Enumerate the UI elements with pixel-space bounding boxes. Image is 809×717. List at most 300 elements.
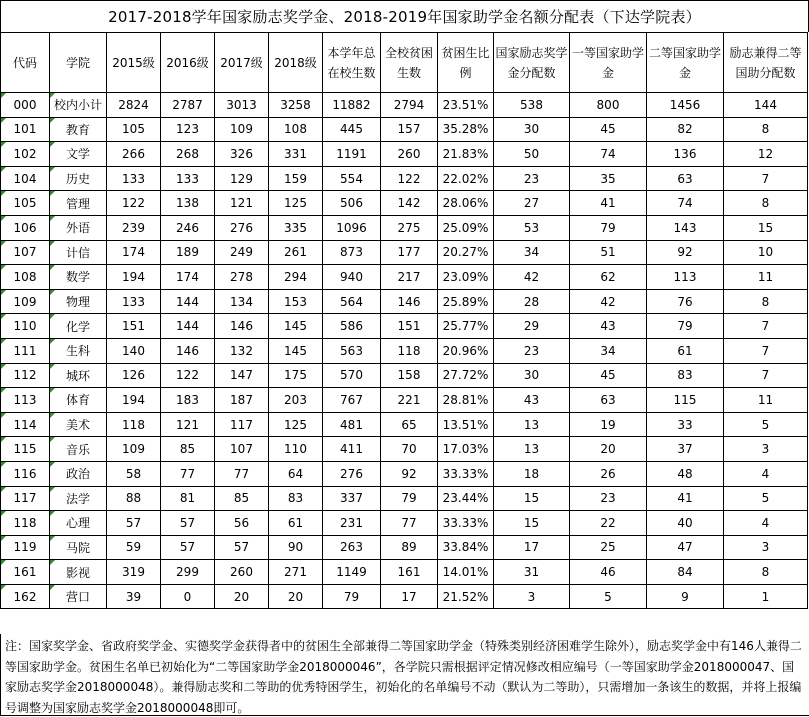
table-cell: 21.83%: [438, 142, 494, 167]
table-cell: 26: [570, 461, 647, 486]
table-cell: 64: [269, 461, 323, 486]
table-row: [1, 388, 808, 413]
table-cell: 8: [724, 289, 808, 314]
table-cell: 800: [570, 93, 647, 118]
table-cell: 767: [323, 388, 381, 413]
table-cell: 84: [647, 560, 724, 585]
table-cell: 13.51%: [438, 412, 494, 437]
table-row: [1, 584, 808, 609]
table-row: [1, 486, 808, 511]
table-cell: 50: [494, 142, 570, 167]
table-cell: 42: [494, 265, 570, 290]
table-cell: 82: [647, 117, 724, 142]
table-cell: 249: [215, 240, 269, 265]
table-cell: 57: [107, 511, 161, 536]
table-cell: 8: [724, 117, 808, 142]
table-cell: 46: [570, 560, 647, 585]
table-cell: 48: [647, 461, 724, 486]
table-cell: 77: [381, 511, 438, 536]
table-cell: 40: [647, 511, 724, 536]
table-cell: 历史: [50, 166, 107, 191]
table-cell: 143: [647, 215, 724, 240]
table-row: [1, 289, 808, 314]
table-cell: 92: [647, 240, 724, 265]
column-header: 2015级: [107, 33, 161, 93]
table-cell: 1096: [323, 215, 381, 240]
header-row: [1, 33, 808, 93]
table-cell: 136: [647, 142, 724, 167]
table-cell: 335: [269, 215, 323, 240]
table-cell: 76: [647, 289, 724, 314]
table-cell: 157: [381, 117, 438, 142]
table-cell: 104: [1, 166, 50, 191]
table-cell: 8: [724, 191, 808, 216]
table-cell: 481: [323, 412, 381, 437]
table-cell: 147: [215, 363, 269, 388]
table-cell: 115: [1, 437, 50, 462]
table-cell: 20.27%: [438, 240, 494, 265]
column-header: 代码: [1, 33, 50, 93]
table-cell: 3: [494, 584, 570, 609]
table-cell: 275: [381, 215, 438, 240]
table-cell: 331: [269, 142, 323, 167]
table-cell: 20: [215, 584, 269, 609]
table-cell: 142: [381, 191, 438, 216]
table-cell: 23: [494, 338, 570, 363]
table-cell: 79: [570, 215, 647, 240]
table-cell: 151: [381, 314, 438, 339]
table-cell: 102: [1, 142, 50, 167]
table-cell: 144: [161, 289, 215, 314]
table-cell: 23: [494, 166, 570, 191]
table-cell: 23.44%: [438, 486, 494, 511]
table-cell: 11: [724, 265, 808, 290]
table-cell: 25.77%: [438, 314, 494, 339]
table-cell: 30: [494, 363, 570, 388]
table-cell: 203: [269, 388, 323, 413]
table-cell: 17: [494, 535, 570, 560]
table-cell: 77: [215, 461, 269, 486]
table-cell: 5: [724, 412, 808, 437]
table-cell: 118: [1, 511, 50, 536]
table-cell: 3: [724, 437, 808, 462]
table-cell: 城环: [50, 363, 107, 388]
table-cell: 57: [161, 535, 215, 560]
table-cell: 125: [269, 191, 323, 216]
table-cell: 57: [161, 511, 215, 536]
table-cell: 12: [724, 142, 808, 167]
table-row: [1, 93, 808, 118]
table-row: [1, 437, 808, 462]
table-cell: 43: [494, 388, 570, 413]
table-cell: 276: [323, 461, 381, 486]
table-cell: 109: [215, 117, 269, 142]
table-cell: 3013: [215, 93, 269, 118]
table-cell: 146: [161, 338, 215, 363]
table-cell: 268: [161, 142, 215, 167]
table-cell: 117: [1, 486, 50, 511]
table-cell: 45: [570, 363, 647, 388]
table-cell: 108: [1, 265, 50, 290]
table-cell: 109: [1, 289, 50, 314]
table-cell: 145: [269, 338, 323, 363]
table-cell: 7: [724, 166, 808, 191]
table-cell: 194: [107, 388, 161, 413]
table-cell: 175: [269, 363, 323, 388]
table-cell: 177: [381, 240, 438, 265]
table-cell: 174: [107, 240, 161, 265]
column-header: 本学年总在校生数: [323, 33, 381, 93]
table-cell: 28: [494, 289, 570, 314]
table-cell: 105: [1, 191, 50, 216]
table-row: [1, 166, 808, 191]
table-cell: 43: [570, 314, 647, 339]
table-cell: 159: [269, 166, 323, 191]
table-cell: 105: [107, 117, 161, 142]
table-row: [1, 363, 808, 388]
table-cell: 187: [215, 388, 269, 413]
column-header: 2017级: [215, 33, 269, 93]
column-header: 学院: [50, 33, 107, 93]
table-cell: 22.02%: [438, 166, 494, 191]
table-cell: 政治: [50, 461, 107, 486]
table-cell: 15: [494, 486, 570, 511]
table-cell: 7: [724, 363, 808, 388]
table-cell: 校内小计: [50, 93, 107, 118]
table-row: [1, 412, 808, 437]
table-cell: 马院: [50, 535, 107, 560]
table-cell: 14.01%: [438, 560, 494, 585]
table-cell: 心理: [50, 511, 107, 536]
table-cell: 162: [1, 584, 50, 609]
table-cell: 117: [215, 412, 269, 437]
table-cell: 326: [215, 142, 269, 167]
table-cell: 74: [570, 142, 647, 167]
table-cell: 影视: [50, 560, 107, 585]
table-cell: 营口: [50, 584, 107, 609]
table-cell: 118: [381, 338, 438, 363]
table-cell: 114: [1, 412, 50, 437]
table-row: [1, 338, 808, 363]
table-cell: 132: [215, 338, 269, 363]
table-cell: 45: [570, 117, 647, 142]
table-cell: 586: [323, 314, 381, 339]
table-cell: 1: [724, 584, 808, 609]
table-cell: 133: [107, 289, 161, 314]
table-cell: 34: [570, 338, 647, 363]
table-cell: 10: [724, 240, 808, 265]
table-cell: 110: [269, 437, 323, 462]
table-cell: 物理: [50, 289, 107, 314]
table-cell: 20: [570, 437, 647, 462]
table-cell: 110: [1, 314, 50, 339]
table-cell: 79: [647, 314, 724, 339]
table-cell: 28.06%: [438, 191, 494, 216]
table-cell: 144: [724, 93, 808, 118]
table-cell: 41: [647, 486, 724, 511]
table-cell: 2794: [381, 93, 438, 118]
table-cell: 27: [494, 191, 570, 216]
allocation-table: [0, 32, 808, 609]
table-cell: 15: [724, 215, 808, 240]
table-cell: 法学: [50, 486, 107, 511]
table-cell: 570: [323, 363, 381, 388]
table-cell: 29: [494, 314, 570, 339]
table-cell: 美术: [50, 412, 107, 437]
table-cell: 107: [1, 240, 50, 265]
table-cell: 79: [323, 584, 381, 609]
table-cell: 151: [107, 314, 161, 339]
table-cell: 34: [494, 240, 570, 265]
table-cell: 538: [494, 93, 570, 118]
table-cell: 174: [161, 265, 215, 290]
table-cell: 189: [161, 240, 215, 265]
table-cell: 109: [107, 437, 161, 462]
table-cell: 9: [647, 584, 724, 609]
table-cell: 563: [323, 338, 381, 363]
table-cell: 118: [107, 412, 161, 437]
table-cell: 11: [724, 388, 808, 413]
table-cell: 221: [381, 388, 438, 413]
table-cell: 70: [381, 437, 438, 462]
table-cell: 3: [724, 535, 808, 560]
table-row: [1, 117, 808, 142]
table-cell: 81: [161, 486, 215, 511]
table-cell: 88: [107, 486, 161, 511]
table-cell: 化学: [50, 314, 107, 339]
table-cell: 25.89%: [438, 289, 494, 314]
table-cell: 数学: [50, 265, 107, 290]
table-cell: 113: [1, 388, 50, 413]
table-cell: 20: [269, 584, 323, 609]
table-cell: 25: [570, 535, 647, 560]
table-cell: 83: [647, 363, 724, 388]
table-cell: 生科: [50, 338, 107, 363]
table-cell: 33.33%: [438, 461, 494, 486]
table-cell: 57: [215, 535, 269, 560]
table-cell: 263: [323, 535, 381, 560]
table-cell: 111: [1, 338, 50, 363]
table-cell: 5: [570, 584, 647, 609]
table-cell: 51: [570, 240, 647, 265]
table-cell: 58: [107, 461, 161, 486]
table-cell: 7: [724, 314, 808, 339]
table-cell: 23.09%: [438, 265, 494, 290]
table-cell: 18: [494, 461, 570, 486]
table-cell: 411: [323, 437, 381, 462]
table-cell: 77: [161, 461, 215, 486]
table-cell: 85: [215, 486, 269, 511]
column-header: 全校贫困生数: [381, 33, 438, 93]
table-row: [1, 511, 808, 536]
table-cell: 56: [215, 511, 269, 536]
table-cell: 13: [494, 412, 570, 437]
table-cell: 145: [269, 314, 323, 339]
table-cell: 873: [323, 240, 381, 265]
table-cell: 33.84%: [438, 535, 494, 560]
table-cell: 278: [215, 265, 269, 290]
table-cell: 112: [1, 363, 50, 388]
table-cell: 133: [161, 166, 215, 191]
table-header: [1, 33, 808, 93]
column-header: 二等国家助学金: [647, 33, 724, 93]
table-cell: 89: [381, 535, 438, 560]
table-cell: 260: [215, 560, 269, 585]
table-cell: 音乐: [50, 437, 107, 462]
table-cell: 122: [107, 191, 161, 216]
table-body: [1, 93, 808, 609]
table-cell: 42: [570, 289, 647, 314]
table-cell: 125: [269, 412, 323, 437]
table-cell: 31: [494, 560, 570, 585]
table-cell: 153: [269, 289, 323, 314]
table-row: [1, 240, 808, 265]
table-cell: 119: [1, 535, 50, 560]
table-cell: 1191: [323, 142, 381, 167]
table-cell: 146: [381, 289, 438, 314]
table-cell: 47: [647, 535, 724, 560]
table-row: [1, 142, 808, 167]
table-cell: 35.28%: [438, 117, 494, 142]
table-cell: 276: [215, 215, 269, 240]
table-cell: 445: [323, 117, 381, 142]
table-cell: 文学: [50, 142, 107, 167]
table-cell: 2824: [107, 93, 161, 118]
table-cell: 140: [107, 338, 161, 363]
table-row: [1, 314, 808, 339]
table-cell: 8: [724, 560, 808, 585]
table-cell: 27.72%: [438, 363, 494, 388]
table-cell: 107: [215, 437, 269, 462]
table-cell: 4: [724, 461, 808, 486]
table-cell: 21.52%: [438, 584, 494, 609]
table-cell: 5: [724, 486, 808, 511]
table-cell: 体育: [50, 388, 107, 413]
table-cell: 37: [647, 437, 724, 462]
table-cell: 计信: [50, 240, 107, 265]
column-header: 一等国家助学金: [570, 33, 647, 93]
table-cell: 4: [724, 511, 808, 536]
column-header: 励志兼得二等国助分配数: [724, 33, 808, 93]
table-cell: 35: [570, 166, 647, 191]
table-cell: 0: [161, 584, 215, 609]
table-row: [1, 191, 808, 216]
table-row: [1, 461, 808, 486]
table-cell: 101: [1, 117, 50, 142]
table-cell: 261: [269, 240, 323, 265]
table-cell: 554: [323, 166, 381, 191]
column-header: 贫困生比例: [438, 33, 494, 93]
table-cell: 158: [381, 363, 438, 388]
table-cell: 246: [161, 215, 215, 240]
table-cell: 33.33%: [438, 511, 494, 536]
table-cell: 3258: [269, 93, 323, 118]
table-cell: 7: [724, 338, 808, 363]
table-cell: 294: [269, 265, 323, 290]
table-cell: 231: [323, 511, 381, 536]
table-cell: 17: [381, 584, 438, 609]
table-row: [1, 215, 808, 240]
table-cell: 260: [381, 142, 438, 167]
table-title: 2017-2018学年国家励志奖学金、2018-2019年国家助学金名额分配表（下达学院表）: [0, 0, 809, 32]
table-cell: 266: [107, 142, 161, 167]
table-row: [1, 560, 808, 585]
table-cell: 教育: [50, 117, 107, 142]
table-cell: 13: [494, 437, 570, 462]
table-cell: 564: [323, 289, 381, 314]
table-cell: 506: [323, 191, 381, 216]
table-row: [1, 265, 808, 290]
table-cell: 65: [381, 412, 438, 437]
table-cell: 59: [107, 535, 161, 560]
table-cell: 1149: [323, 560, 381, 585]
table-cell: 108: [269, 117, 323, 142]
table-cell: 17.03%: [438, 437, 494, 462]
table-cell: 33: [647, 412, 724, 437]
table-cell: 239: [107, 215, 161, 240]
table-cell: 74: [647, 191, 724, 216]
footnote: 注：国家奖学金、省政府奖学金、实德奖学金获得者中的贫困生全部兼得二等国家助学金（特殊类别经济困难学生除外），励志奖学金中有146人兼得二等国家助学金。贫困生名单已初始化为“二等国家助学金2018000046”，各学院只需根据评定情况修改相应编号（一等国家助学金2018000047、国家励志奖学金2018000048）。兼得励志奖和二等助的优秀特困学生，初始化的名单编号不动（默认为二等助），只需增加一条该生的数据，并将上报编号调整为国家励志奖学金2018000048即可。: [0, 634, 809, 716]
table-cell: 63: [647, 166, 724, 191]
table-cell: 194: [107, 265, 161, 290]
column-header: 国家励志奖学金分配数: [494, 33, 570, 93]
table-cell: 000: [1, 93, 50, 118]
table-cell: 30: [494, 117, 570, 142]
table-cell: 20.96%: [438, 338, 494, 363]
column-header: 2018级: [269, 33, 323, 93]
table-cell: 92: [381, 461, 438, 486]
table-cell: 146: [215, 314, 269, 339]
table-cell: 319: [107, 560, 161, 585]
table-cell: 41: [570, 191, 647, 216]
table-cell: 1456: [647, 93, 724, 118]
table-cell: 63: [570, 388, 647, 413]
table-cell: 116: [1, 461, 50, 486]
table-cell: 53: [494, 215, 570, 240]
table-cell: 2787: [161, 93, 215, 118]
table-cell: 121: [161, 412, 215, 437]
table-row: [1, 535, 808, 560]
table-cell: 134: [215, 289, 269, 314]
table-cell: 62: [570, 265, 647, 290]
table-cell: 15: [494, 511, 570, 536]
table-cell: 138: [161, 191, 215, 216]
table-cell: 129: [215, 166, 269, 191]
table-cell: 83: [269, 486, 323, 511]
table-cell: 299: [161, 560, 215, 585]
table-cell: 23: [570, 486, 647, 511]
table-cell: 115: [647, 388, 724, 413]
table-cell: 79: [381, 486, 438, 511]
table-cell: 144: [161, 314, 215, 339]
table-cell: 133: [107, 166, 161, 191]
table-cell: 90: [269, 535, 323, 560]
table-cell: 11882: [323, 93, 381, 118]
table-cell: 61: [269, 511, 323, 536]
table-cell: 23.51%: [438, 93, 494, 118]
table-cell: 161: [1, 560, 50, 585]
table-cell: 19: [570, 412, 647, 437]
table-cell: 22: [570, 511, 647, 536]
table-cell: 337: [323, 486, 381, 511]
table-cell: 126: [107, 363, 161, 388]
table-cell: 271: [269, 560, 323, 585]
table-cell: 39: [107, 584, 161, 609]
table-cell: 85: [161, 437, 215, 462]
table-cell: 113: [647, 265, 724, 290]
table-cell: 183: [161, 388, 215, 413]
table-cell: 217: [381, 265, 438, 290]
